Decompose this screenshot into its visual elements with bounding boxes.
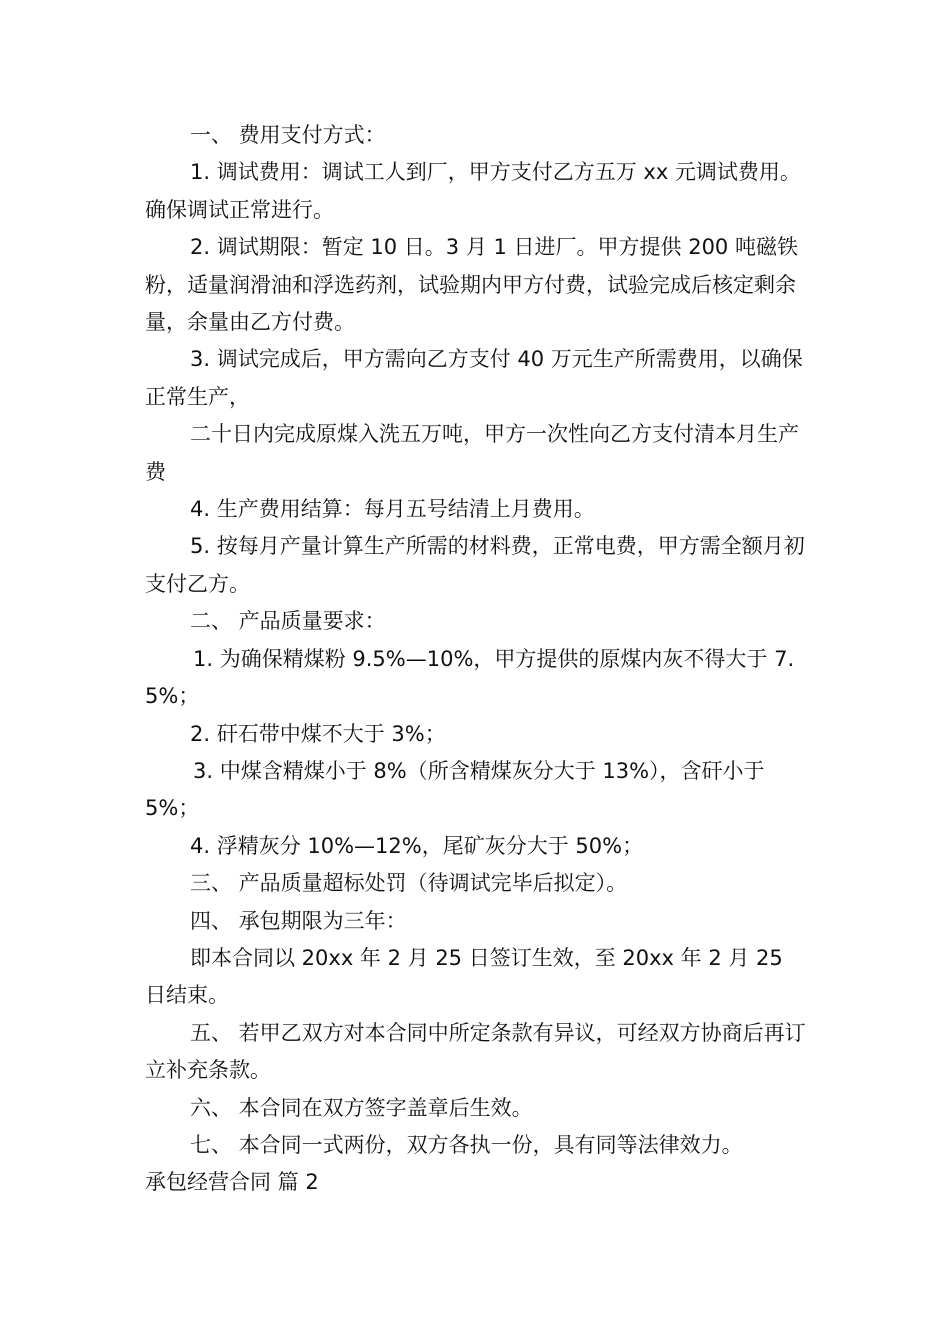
paragraph-quality-4: 4. 浮精灰分 10%—12%，尾矿灰分大于 50%；: [190, 833, 644, 858]
paragraph-term-dates: 即本合同以 20xx 年 2 月 25 日签订生效，至 20xx 年 2 月 25 日结束。: [145, 945, 783, 1008]
section-heading-disputes: 五、 若甲乙双方对本合同中所定条款有异议，可经双方协商后再订立补充条款。: [145, 1020, 806, 1083]
section-heading-payment: 一、 费用支付方式：: [190, 123, 386, 147]
paragraph-quality-2: 2. 矸石带中煤不大于 3%；: [190, 721, 446, 746]
section-title: 承包经营合同 篇 2: [145, 1170, 319, 1195]
paragraph-debug-period: 2. 调试期限：暂定 10 日。3 月 1 日进厂。甲方提供 200 吨磁铁粉，适量润滑油和浮选药剂，试验期内甲方付费，试验完成后核定剩余量，余量由乙方付费。: [145, 235, 798, 335]
paragraph-quality-3: 3. 中煤含精煤小于 8%（所含精煤灰分大于 13%），含矸小于 5%；: [145, 758, 765, 821]
section-heading-term: 四、 承包期限为三年：: [190, 908, 407, 933]
document-body: [145, 117, 810, 1202]
section-heading-effect: 六、 本合同在双方签字盖章后生效。: [190, 1095, 533, 1120]
paragraph-material-fee: 5. 按每月产量计算生产所需的材料费，正常电费，甲方需全额月初支付乙方。: [145, 534, 805, 596]
paragraph-after-debug: 3. 调试完成后，甲方需向乙方支付 40 万元生产所需费用，以确保正常生产，: [145, 347, 803, 409]
paragraph-settlement: 4. 生产费用结算：每月五号结清上月费用。: [190, 497, 595, 522]
section-heading-penalty: 三、 产品质量超标处罚（待调试完毕后拟定）。: [190, 871, 628, 896]
paragraph-quality-1: 1. 为确保精煤粉 9.5%—10%，甲方提供的原煤内灰不得大于 7.5%；: [145, 646, 795, 709]
section-heading-copies: 七、 本合同一式两份，双方各执一份，具有同等法律效力。: [190, 1132, 743, 1157]
paragraph-debug-fee: 1. 调试费用：调试工人到厂，甲方支付乙方五万 xx 元调试费用。确保调试正常进行。: [145, 160, 801, 222]
section-heading-quality: 二、 产品质量要求：: [190, 609, 386, 634]
paragraph-twenty-days: 二十日内完成原煤入洗五万吨，甲方一次性向乙方支付清本月生产费: [145, 422, 799, 484]
